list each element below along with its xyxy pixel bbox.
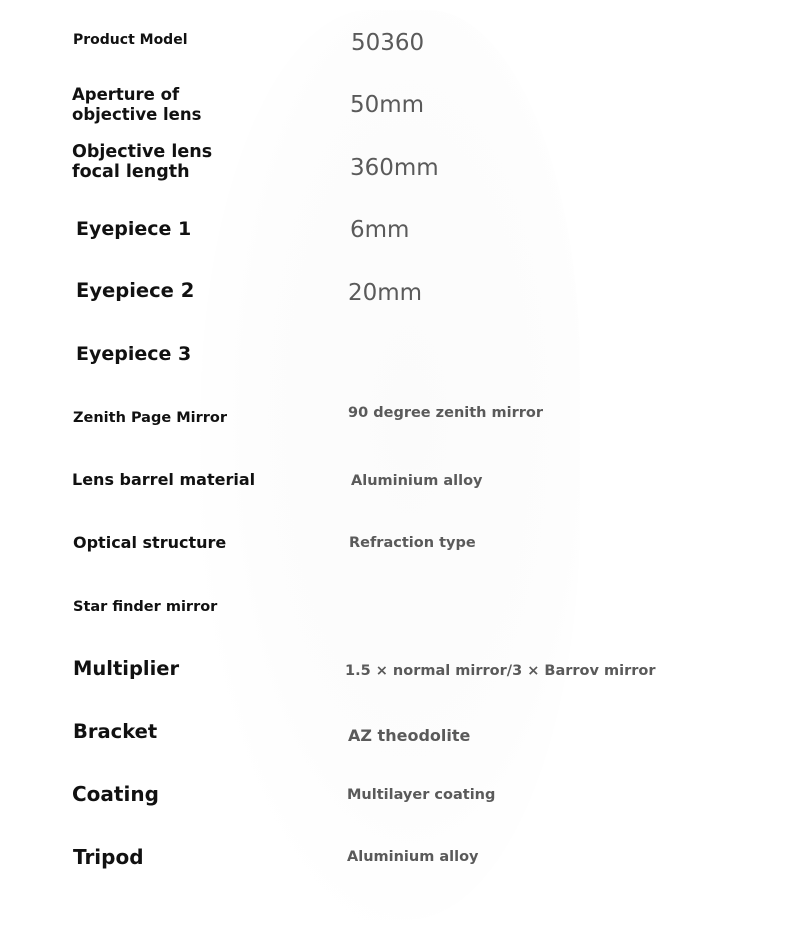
spec-value-bracket: AZ theodolite xyxy=(348,726,471,745)
spec-label-eyepiece-3: Eyepiece 3 xyxy=(76,343,192,365)
spec-label-tripod: Tripod xyxy=(73,845,144,869)
spec-label-aperture: Aperture of objective lens xyxy=(72,85,202,124)
spec-value-coating: Multilayer coating xyxy=(347,787,496,803)
background-watermark-shape xyxy=(200,10,580,920)
spec-label-product-model: Product Model xyxy=(73,32,188,48)
spec-label-coating: Coating xyxy=(72,782,159,806)
spec-label-focal-length: Objective lens focal length xyxy=(72,142,213,182)
spec-label-barrel-material: Lens barrel material xyxy=(72,470,256,489)
spec-value-product-model: 50360 xyxy=(351,30,425,56)
spec-value-aperture: 50mm xyxy=(350,92,425,118)
spec-value-eyepiece-1: 6mm xyxy=(350,217,410,243)
spec-value-eyepiece-2: 20mm xyxy=(348,280,423,306)
spec-value-multiplier: 1.5 × normal mirror/3 × Barrov mirror xyxy=(345,663,656,679)
spec-label-zenith-mirror: Zenith Page Mirror xyxy=(73,410,228,426)
spec-value-optical-structure: Refraction type xyxy=(349,535,476,551)
spec-label-multiplier: Multiplier xyxy=(73,657,180,680)
spec-value-zenith-mirror: 90 degree zenith mirror xyxy=(348,405,544,421)
spec-label-star-finder: Star finder mirror xyxy=(73,599,218,615)
spec-label-eyepiece-1: Eyepiece 1 xyxy=(76,218,192,240)
spec-value-focal-length: 360mm xyxy=(350,155,439,181)
spec-value-tripod: Aluminium alloy xyxy=(347,849,479,865)
spec-label-eyepiece-2: Eyepiece 2 xyxy=(76,279,195,302)
spec-label-bracket: Bracket xyxy=(73,720,158,743)
spec-label-optical-structure: Optical structure xyxy=(73,533,227,552)
spec-value-barrel-material: Aluminium alloy xyxy=(351,473,483,489)
